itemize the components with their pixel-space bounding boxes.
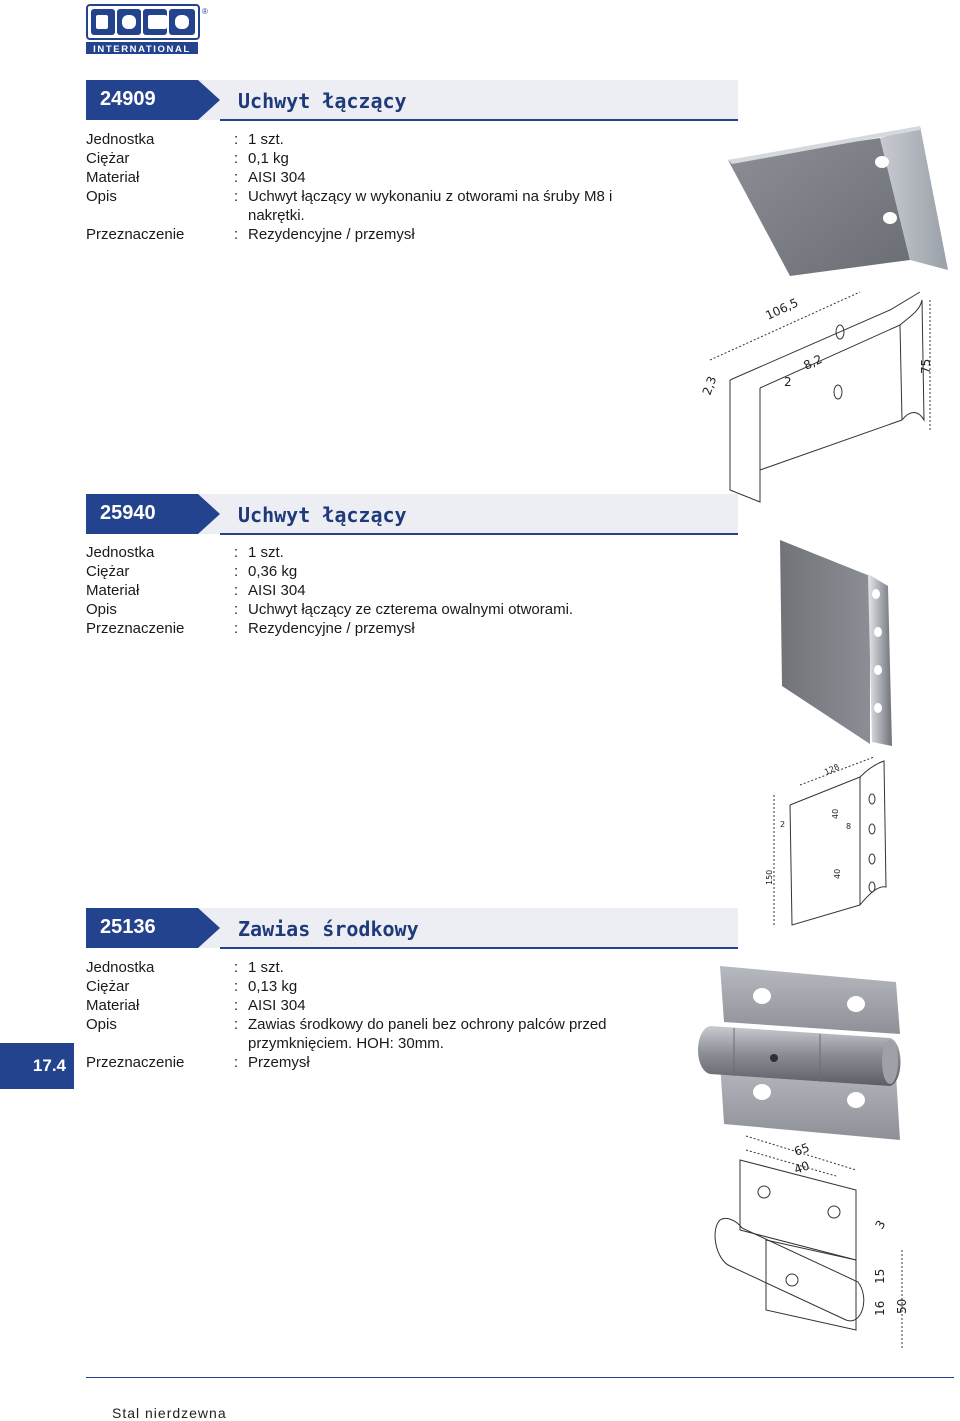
label-weight: Ciężar <box>86 563 130 580</box>
value-desc: Uchwyt łączący w wykonaniu z otworami na śruby M8 i <box>248 188 613 205</box>
value-unit: 1 szt. <box>248 544 284 561</box>
dim-label: 75 <box>919 358 933 374</box>
value-desc: Uchwyt łączący ze czterema owalnymi otworami. <box>248 601 574 618</box>
label-desc: Opis <box>86 1016 117 1033</box>
value-desc: Zawias środkowy do paneli bez ochrony palców przed <box>248 1016 607 1033</box>
label-desc: Opis <box>86 601 117 618</box>
dim-label: 106,5 <box>763 295 801 323</box>
value-unit: 1 szt. <box>248 959 284 976</box>
dim-label: 2,3 <box>699 374 720 398</box>
footer-section-title: Stal nierdzewna <box>112 1405 227 1421</box>
product-code: 24909 <box>100 88 156 110</box>
value-purpose: Przemysł <box>248 1054 310 1071</box>
spec-list-24909: Jednostka : 1 szt. Ciężar : 0,1 kg Materiał : AISI 304 Opis : Uchwyt łączący w wykonaniu z otworami na śruby M8 i nakrętki. Przeznaczenie : Rezydencyjne / przemysł <box>86 130 646 244</box>
product-title: Zawias środkowy <box>238 917 419 941</box>
product-header <box>86 908 738 948</box>
value-material: AISI 304 <box>248 997 306 1014</box>
value-unit: 1 szt. <box>248 131 284 148</box>
bracket-drawing-25940 <box>760 755 910 930</box>
dim-label: 128 <box>823 762 841 777</box>
dim-label: 40 <box>833 868 842 879</box>
label-unit: Jednostka <box>86 131 155 148</box>
label-material: Materiał <box>86 582 140 599</box>
value-purpose: Rezydencyjne / przemysł <box>248 226 415 243</box>
label-weight: Ciężar <box>86 978 130 995</box>
dim-label: 3 <box>872 1217 889 1232</box>
dim-label: 2 <box>784 375 792 389</box>
registered-mark: ® <box>202 7 208 16</box>
dim-label: 50 <box>895 1298 909 1314</box>
dim-label: 40 <box>792 1158 812 1177</box>
value-weight: 0,13 kg <box>248 978 298 995</box>
label-weight: Ciężar <box>86 150 130 167</box>
logo-subtitle: INTERNATIONAL <box>93 44 191 55</box>
dim-label: 150 <box>765 869 774 885</box>
label-purpose: Przeznaczenie <box>86 620 185 637</box>
value-weight: 0,36 kg <box>248 563 298 580</box>
hinge-photo-25136 <box>690 962 910 1142</box>
value-weight: 0,1 kg <box>248 150 289 167</box>
product-code: 25136 <box>100 916 156 938</box>
footer-divider <box>86 1377 954 1378</box>
dim-label: 2 <box>780 820 786 829</box>
label-purpose: Przeznaczenie <box>86 1054 185 1071</box>
dim-label: 8 <box>846 822 852 831</box>
product-title: Uchwyt łączący <box>238 503 407 527</box>
dim-label: 65 <box>792 1140 812 1159</box>
dim-label: 8,2 <box>801 351 825 373</box>
label-material: Materiał <box>86 997 140 1014</box>
label-desc: Opis <box>86 188 117 205</box>
label-unit: Jednostka <box>86 544 155 561</box>
label-purpose: Przeznaczenie <box>86 226 185 243</box>
bracket-photo-24909 <box>720 120 960 280</box>
bracket-drawing-24909 <box>690 270 950 510</box>
hinge-drawing-25136 <box>706 1130 916 1360</box>
dim-label: 16 <box>873 1300 887 1316</box>
label-unit: Jednostka <box>86 959 155 976</box>
spec-list-25940: Jednostka : 1 szt. Ciężar : 0,36 kg Materiał : AISI 304 Opis : Uchwyt łączący ze czterema owalnymi otworami. Przeznaczenie : Rezydencyjne / przemysł <box>86 543 646 638</box>
page-number: 17.4 <box>0 1043 74 1089</box>
product-header <box>86 80 738 120</box>
product-header <box>86 494 738 534</box>
value-desc-cont: nakrętki. <box>248 207 305 224</box>
bracket-photo-25940 <box>770 536 910 751</box>
product-code: 25940 <box>100 502 156 524</box>
label-material: Materiał <box>86 169 140 186</box>
spec-list-25136: Jednostka : 1 szt. Ciężar : 0,13 kg Materiał : AISI 304 Opis : Zawias środkowy do paneli bez ochrony palców przed przymknięciem. HOH: 30mm. Przeznaczenie : Przemysł <box>86 958 646 1072</box>
value-desc-cont: przymknięciem. HOH: 30mm. <box>248 1035 444 1052</box>
product-title: Uchwyt łączący <box>238 89 407 113</box>
value-material: AISI 304 <box>248 582 306 599</box>
dim-label: 15 <box>873 1268 887 1284</box>
dim-label: 40 <box>831 808 840 819</box>
value-material: AISI 304 <box>248 169 306 186</box>
value-purpose: Rezydencyjne / przemysł <box>248 620 415 637</box>
doco-logo <box>86 4 210 56</box>
